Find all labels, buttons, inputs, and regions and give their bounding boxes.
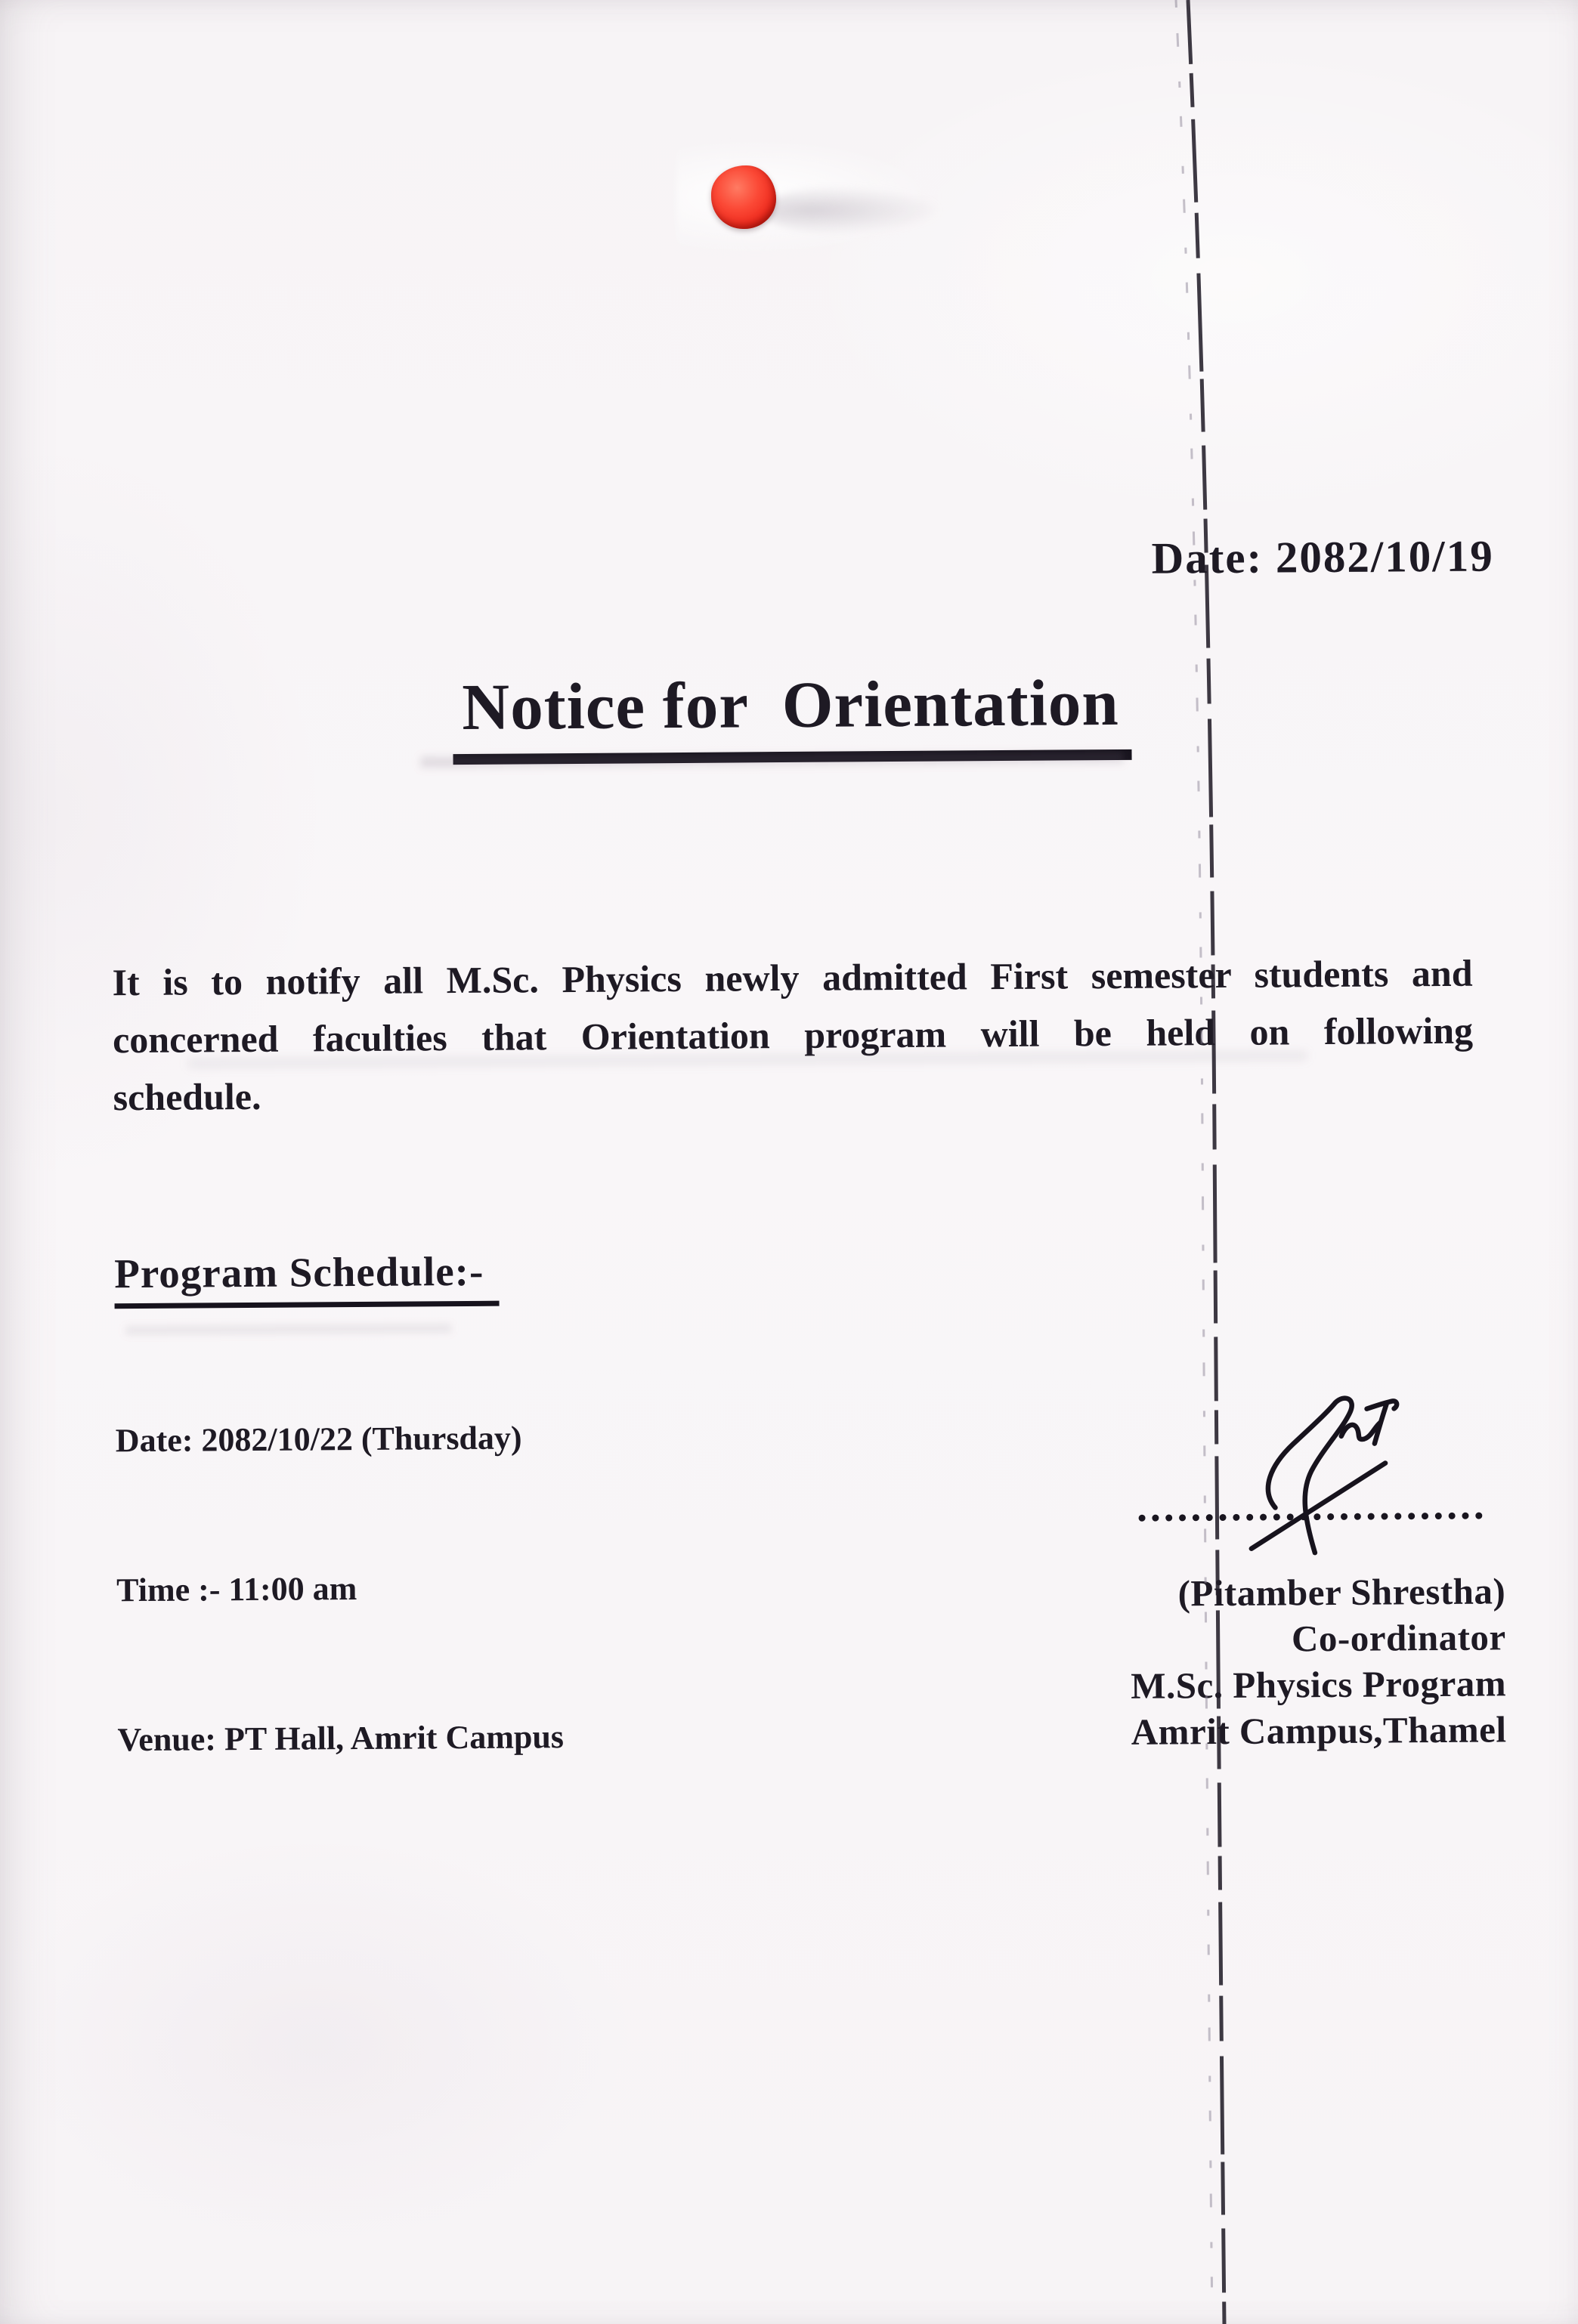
body-paragraph xyxy=(112,944,1474,1126)
program-schedule-section xyxy=(114,1247,565,1865)
signatory-organization: Amrit Campus,Thamel xyxy=(1131,1708,1507,1753)
title-row xyxy=(0,661,1576,768)
notice-title: Notice for Orientation xyxy=(453,664,1131,765)
signatory-role: Co-ordinator xyxy=(1291,1616,1506,1660)
schedule-date: Date: 2082/10/22 (Thursday) xyxy=(115,1419,522,1460)
schedule-heading: Program Schedule:- xyxy=(114,1247,500,1309)
body-line: It is to notify all M.Sc. Physics newly admitted First semester students and xyxy=(112,951,1473,1004)
handwritten-signature xyxy=(1230,1392,1407,1558)
signatory-block xyxy=(1130,1568,1506,1754)
issue-date: Date: 2082/10/19 xyxy=(1151,530,1494,583)
schedule-venue: Venue: PT Hall, Amrit Campus xyxy=(117,1718,565,1759)
signatory-program: M.Sc. Physics Program xyxy=(1131,1662,1507,1707)
schedule-items xyxy=(115,1313,565,1865)
body-line: concerned faculties that Orientation program will be held on following xyxy=(112,1009,1474,1062)
body-line: schedule. xyxy=(113,1074,261,1119)
signatory-name: (Pitamber Shrestha) xyxy=(1177,1570,1506,1615)
schedule-time: Time :- 11:00 am xyxy=(116,1570,357,1609)
